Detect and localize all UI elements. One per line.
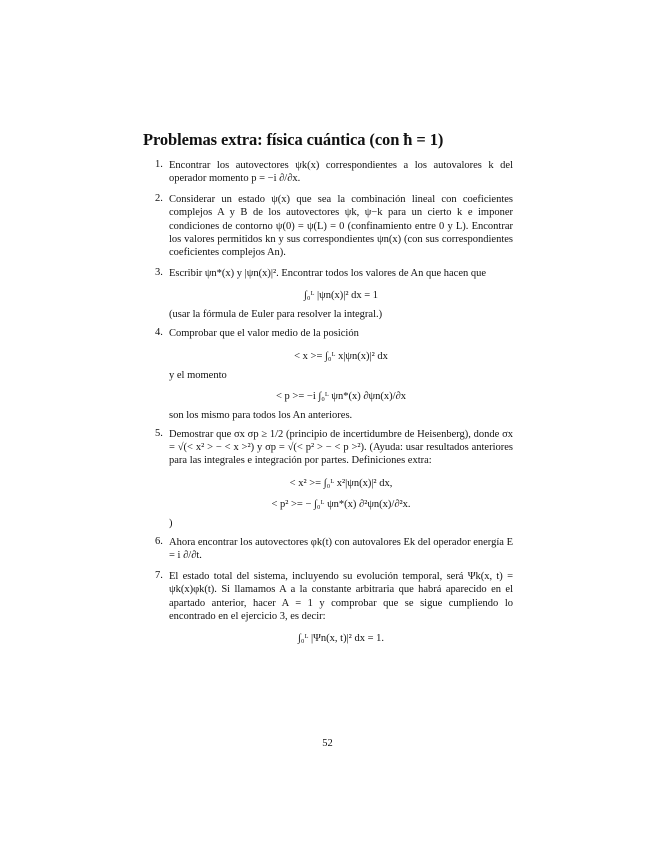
problem-number: 4. <box>155 327 163 339</box>
page-number: 52 <box>322 738 333 749</box>
problem-3 <box>155 267 513 320</box>
problem-list <box>155 159 513 652</box>
problem-number: 6. <box>155 535 163 547</box>
problem-number: 7. <box>155 569 163 581</box>
equation-normalization: ∫₀ᴸ |ψn(x)|² dx = 1 <box>303 290 379 302</box>
problem-connector: y el momento <box>169 369 227 381</box>
problem-text: Demostrar que σx σp ≥ 1/2 (principio de incertidumbre de Heisenberg), donde σx = √(< x² > − < x >²) y σp = √(< p² > − < p >²). (Ayuda: usar resultados anteriores para las integrales e integración por partes. Definiciones extra: <box>169 428 513 467</box>
problem-text: Encontrar los autovectores ψk(x) correspondientes a los autovalores k del operador momento p = −i ∂/∂x. <box>169 160 513 185</box>
problem-number: 5. <box>155 427 163 439</box>
problem-2 <box>155 193 513 260</box>
problem-note: ) <box>169 517 173 529</box>
equation-mean-position: < x >= ∫₀ᴸ x|ψn(x)|² dx <box>294 350 388 362</box>
problem-text: Ahora encontrar los autovectores φk(t) con autovalores Ek del operador energía E = i ∂/∂t. <box>169 536 513 562</box>
page-title: Problemas extra: física cuántica (con ħ = 1) <box>143 130 444 149</box>
problem-number: 2. <box>155 192 163 204</box>
equation-total-normalization: ∫₀ᴸ |Ψn(x, t)|² dx = 1. <box>298 633 384 645</box>
problem-number: 1. <box>155 159 163 170</box>
problem-5 <box>155 428 513 529</box>
problem-number: 3. <box>155 266 163 278</box>
problem-note: (usar la fórmula de Euler para resolver la integral.) <box>169 309 383 321</box>
problem-7 <box>155 570 513 645</box>
problem-text: Comprobar que el valor medio de la posición <box>169 328 359 340</box>
problem-1 <box>155 159 513 186</box>
problem-text: Escribir ψn*(x) y |ψn(x)|². Encontrar todos los valores de An que hacen que <box>169 267 487 279</box>
equation-x-squared: < x² >= ∫₀ᴸ x²|ψn(x)|² dx, <box>289 477 393 489</box>
problem-4 <box>155 327 513 420</box>
equation-p-squared: < p² >= − ∫₀ᴸ ψn*(x) ∂²ψn(x)/∂²x. <box>271 498 411 510</box>
problem-note: son los mismo para todos los An anteriores. <box>169 409 353 421</box>
problem-text: El estado total del sistema, incluyendo su evolución temporal, será Ψk(x, t) = ψk(x)φk(t). Si llamamos A a la constante arbitraria que habrá aparecido en el apartado anterior, hacer A = 1 y comprobar que se sigue cumpliendo lo encontrado en el ejercicio 3, es decir: <box>169 570 513 622</box>
problem-6 <box>155 536 513 563</box>
equation-mean-momentum: < p >= −i ∫₀ᴸ ψn*(x) ∂ψn(x)/∂x <box>276 390 406 402</box>
problem-text: Considerar un estado ψ(x) que sea la combinación lineal con coeficientes complejos A y B de los autovectores ψk, ψ−k para un cierto k e imponer condiciones de contorno ψ(0) = ψ(L) = 0 (confinamiento entre 0 y L). Encontrar los valores permitidos kn y sus correspondientes ψn(x) (con sus correspondientes coeficientes complejos An). <box>169 193 513 259</box>
